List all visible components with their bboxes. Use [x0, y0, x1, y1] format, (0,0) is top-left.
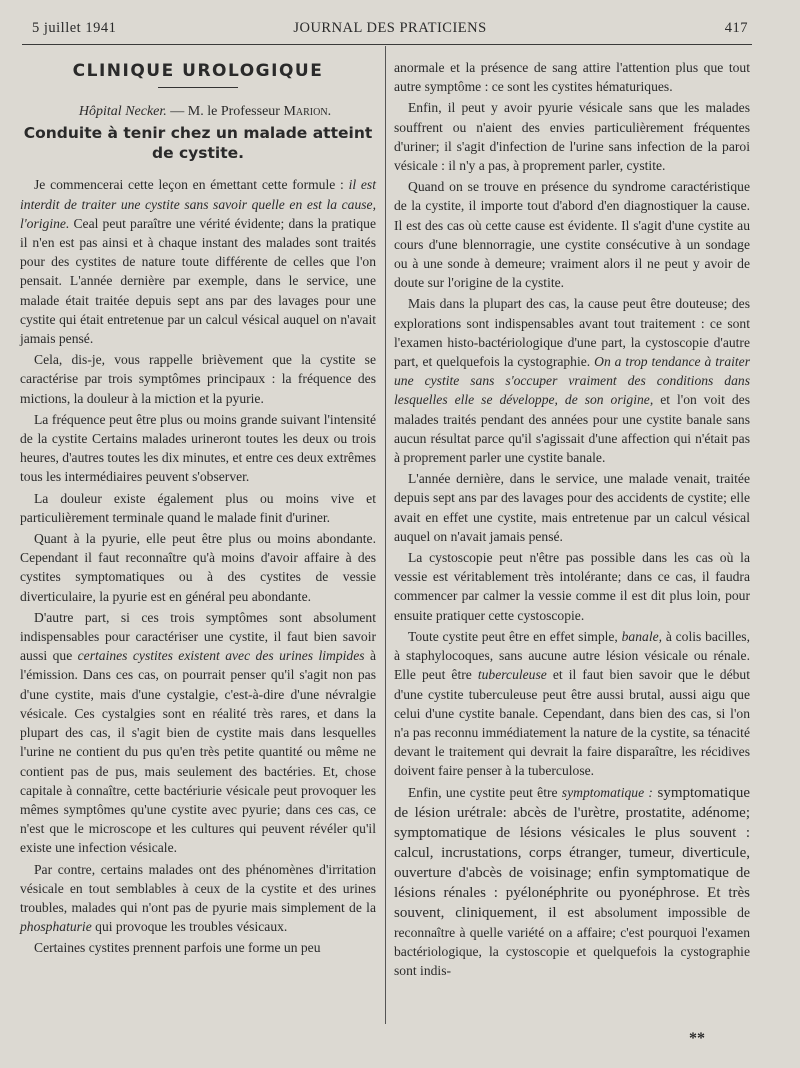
right-column — [394, 58, 750, 982]
hospital-name: Hôpital Necker. — [78, 104, 167, 120]
italic-text: il est interdit de traiter une cystite sans savoir quelle en est la cause, l'origine. — [20, 177, 376, 231]
right-paragraph-7 — [394, 783, 750, 981]
right-paragraph-4: L'année dernière, dans le service, une malade venait, traitée depuis sept ans par des lavages pour des accidents de cystite; elle avait en effet une cystite, mais entretenue par un calcul vésical auquel on n'avait jamais pensé. — [394, 471, 750, 544]
text: D'autre part, si ces trois symptômes sont absolument indispensables pour caractériser une cystite, il faut bien savoir aussi que — [20, 609, 376, 664]
left-paragraph-6 — [20, 608, 376, 858]
page-number: 417 — [724, 20, 748, 36]
text: et il faut bien savoir que le début d'une cystite tuberculeuse peut être aussi brutal, aussi aigu que celui d'une cystite banale. Cependant, dans bien des cas, si l'on n'a pas reconnu immédiatement la nature de la cystite, sa ténacité devant le traitement qui devrait la faire disparaître, les récidives doivent faire penser à la tuberculose. — [394, 667, 750, 779]
left-paragraph-8: Certaines cystites prennent parfois une forme un peu — [34, 940, 321, 956]
italic-text: banale, — [621, 628, 663, 644]
italic-text: certaines cystites existent avec des urines limpides — [77, 648, 365, 664]
page-header — [32, 20, 748, 42]
header-date: 5 juillet 1941 — [32, 20, 117, 36]
professor-name: Marion — [283, 104, 328, 120]
italic-text: symptomatique : — [561, 784, 653, 800]
text: Mais dans la plupart des cas, la cause peut être douteuse; des explorations sont indispensables avant tout traitement : ce sont l'examen histo-bactériologique d'une part, la cystoscopie d'autre part, et quelquefois la cystographie. — [394, 296, 750, 370]
left-paragraph-4: La douleur existe également plus ou moins vive et particulièrement terminale quand le malade finit d'uriner. — [20, 490, 376, 525]
left-paragraph-2: Cela, dis-je, vous rappelle brièvement que la cystite se caractérise par trois symptômes principaux : la fréquence des mictions, la douleur à la miction et la pyurie. — [20, 352, 376, 406]
hospital-line — [20, 102, 376, 121]
text: Ceal peut paraître une vérité évidente; dans la pratique il n'en est pas ainsi et à chaque instant des malades sont traités pour des cystites de nature toute différente de celles que l'on pensait. L'année dernière par exemple, dans le service, une malade était traitée depuis sept ans par des lavages pour une cystite qui était entretenue par un calcul vésical auquel on n'avait jamais pensé. — [20, 215, 376, 347]
text: à l'émission. Dans ces cas, on pourrait penser qu'il s'agit non pas d'une cystite, mais d'une cystalgie, c'est-à-dire d'une névralgie vésicale. Ces cystalgies sont en réalité très rares, et dans la plupart des cas, il s'agit bien de cystite mais dans lesquelles l'urine ne contient du pus qu'en très petite quantité ou même ne contient pas de pus, mais seulement des bactéries. Et, chose capitale à connaître, cette bactériurie vésicale peut provoquer les mêmes symptômes qu'une cystite avec pyurie; dans ces cas, ce n'est que le microscope et les cultures qui peuvent révéler qu'il existe une infection vésicale. — [20, 648, 376, 856]
hospital-end: . — [327, 104, 332, 120]
right-paragraph-3 — [394, 294, 750, 467]
right-paragraph-1: Enfin, il peut y avoir pyurie vésicale sans que les malades souffrent ou n'aient des envies particulièrement fréquentes d'uriner; il s'agit d'infection de l'urine sans infection de la paroi vésicale : il n'y a pas, à proprement parler, cystite. — [394, 100, 750, 174]
footer-mark: ** — [689, 1030, 705, 1047]
right-paragraph-5: La cystoscopie peut n'être pas possible dans les cas où la vessie est véritablement très intolérante; dans ce cas, il faudra commencer par calmer la vessie comme il est dit plus loin, pour ensuite pratiquer cette cystoscopie. — [394, 550, 750, 623]
right-paragraph-2: Quand on se trouve en présence du syndrome caractéristique de la cystite, il importe tout d'abord d'en diagnostiquer la cause. Il est des cas où cette cause est évidente. Il s'agit d'une cystite au cours d'une blennorragie, une cystite consécutive à un sondage ou à une sonde à demeure; vraiment alors il ne peut y avoir de doute sur l'origine de la cystite. — [394, 179, 750, 291]
left-paragraph-3: La fréquence peut être plus ou moins grande suivant l'intensité de la cystite Certains malades urineront toutes les deux ou trois heures, d'autres toutes les dix minutes, et entre ces deux extrêmes tous les intermédiaires peuvent s'observer. — [20, 411, 376, 485]
text: Je commencerai cette leçon en émettant cette formule : — [34, 177, 349, 193]
text: à colis bacilles, à staphylocoques, sans aucune autre lésion vésicale ou rénale. Elle peut être — [394, 628, 750, 683]
left-column — [20, 58, 376, 960]
text: et l'on voit des malades traités pendant des années pour une cystite banale sans aucun résultat parce qu'il s'agissait d'une affection qui n'était pas à proprement parler une cystite banale. — [394, 392, 750, 466]
section-title: CLINIQUE UROLOGIQUE — [72, 61, 324, 81]
header-rule — [22, 44, 752, 45]
right-paragraph-6 — [394, 627, 750, 781]
text: qui provoque les troubles vésicaux. — [91, 919, 288, 935]
text: Toute cystite peut être en effet simple, — [408, 628, 622, 644]
section-rule — [158, 87, 238, 88]
italic-text: tuberculeuse — [477, 667, 547, 683]
article-title: Conduite à tenir chez un malade atteint de cystite. — [23, 124, 373, 163]
left-paragraph-7 — [20, 860, 376, 937]
large-text: symptomatique de lésion urétrale: abcès de l'urètre, prostatite, adénome; symptomatique de lésions vésicales le plus souvent : calcul, incrustations, corps étranger, tumeur, diverticule, ouverture d'abcès de voisinage; enfin symptomatique de lésions rénales : pyélonéphrite ou pyonéphrose. Et très souvent, cliniquement, il est — [394, 784, 750, 921]
left-paragraph-1 — [20, 175, 376, 348]
text: absolument impossible de reconnaître à quelle variété on a affaire; c'est pourquoi l'examen bactériologique, la cystoscopie et quelquefois la cystographie sont indis- — [394, 904, 750, 978]
header-journal-title: JOURNAL DES PRATICIENS — [293, 20, 487, 36]
right-paragraph-0: anormale et la présence de sang attire l'attention plus que tout autre symptôme : ce sont les cystites hématuriques. — [394, 60, 750, 95]
text: Enfin, une cystite peut être — [408, 784, 562, 800]
italic-text: phosphaturie — [20, 919, 92, 935]
column-divider — [385, 46, 386, 1024]
left-paragraph-5: Quant à la pyurie, elle peut être plus ou moins abondante. Cependant il faut reconnaître qu'à moins d'avoir affaire à des cystites symptomatiques ou à des cystites de vessie diverticulaire, la pyurie est en général peu abondante. — [20, 531, 376, 604]
italic-text: On a trop tendance à traiter une cystite sans s'occuper vraiment des conditions dans lesquelles elle se développe, de son origine, — [394, 354, 750, 408]
hospital-dash: — M. le Professeur — [166, 104, 284, 120]
text: Par contre, certains malades ont des phénomènes d'irritation vésicale en tout semblables à ceux de la cystite et des urines troubles, malades qui n'ont pas de pyurie mais simplement de la — [20, 861, 376, 915]
